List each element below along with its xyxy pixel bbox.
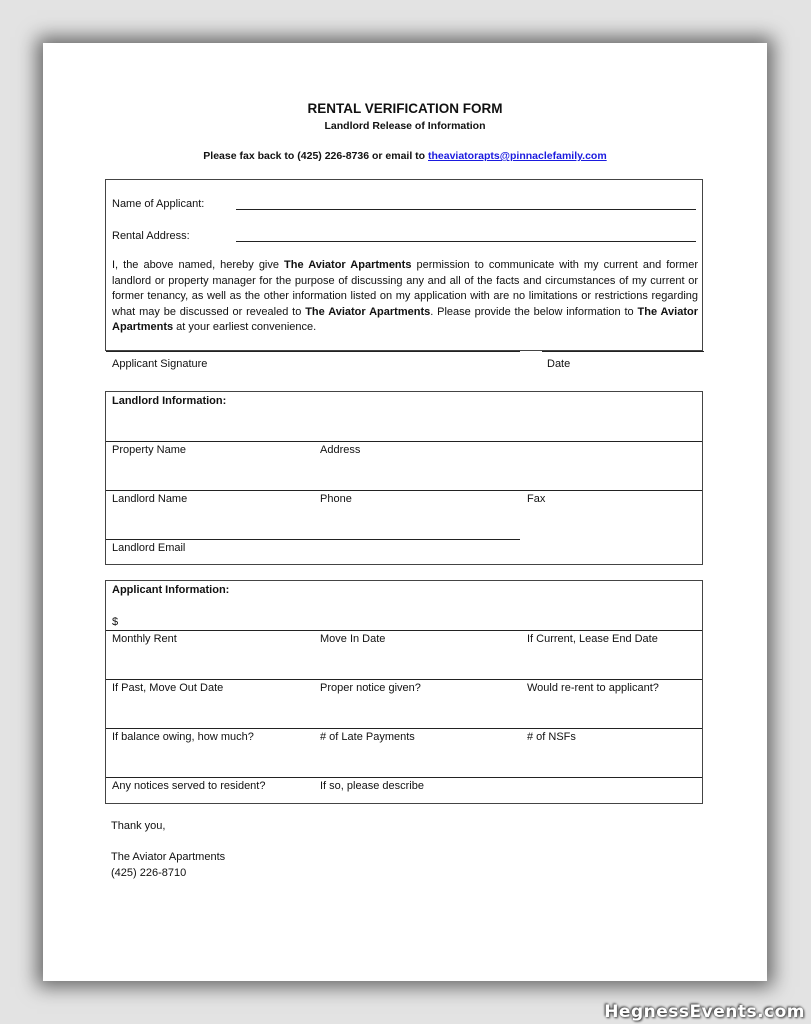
move-out-label: If Past, Move Out Date bbox=[112, 682, 224, 694]
property-name-label: Property Name bbox=[112, 444, 186, 456]
landlord-row-line-3 bbox=[106, 539, 520, 540]
move-in-label: Move In Date bbox=[320, 633, 386, 645]
rental-address-line[interactable] bbox=[236, 241, 696, 242]
paragraph-text: I, the above named, hereby give bbox=[112, 259, 285, 271]
fax-label: Fax bbox=[527, 493, 546, 505]
paragraph-text: at your earliest convenience. bbox=[173, 321, 317, 333]
form-subtitle: Landlord Release of Information bbox=[324, 120, 486, 132]
address-label: Address bbox=[320, 444, 361, 456]
balance-label: If balance owing, how much? bbox=[112, 731, 254, 743]
release-section bbox=[105, 179, 703, 370]
paragraph-text: . Please provide the below information to bbox=[430, 305, 638, 318]
email-link[interactable]: theaviatorapts@pinnaclefamily.com bbox=[428, 150, 607, 162]
company-name-inline: The Aviator Apartments bbox=[284, 259, 412, 271]
notice-label: Proper notice given? bbox=[320, 682, 421, 694]
applicant-section bbox=[105, 580, 703, 804]
company-name-inline: The Aviator Apartments bbox=[305, 305, 431, 318]
monthly-rent-label: Monthly Rent bbox=[112, 633, 177, 645]
fax-text: Please fax back to (425) 226-8736 or email to bbox=[203, 150, 428, 162]
lease-end-label: If Current, Lease End Date bbox=[527, 633, 658, 645]
date-line[interactable] bbox=[542, 351, 704, 352]
applicant-name-label: Name of Applicant: bbox=[112, 198, 205, 210]
applicant-row-line-4 bbox=[106, 777, 702, 778]
company-name-inline: The Aviator Apartments bbox=[112, 305, 699, 333]
form-page bbox=[43, 43, 767, 981]
late-payments-label: # of Late Payments bbox=[320, 731, 415, 743]
landlord-heading: Landlord Information: bbox=[112, 395, 227, 407]
phone-label: Phone bbox=[320, 493, 352, 505]
form-title: RENTAL VERIFICATION FORM bbox=[307, 101, 503, 116]
fax-instructions bbox=[43, 150, 767, 162]
date-label: Date bbox=[547, 358, 571, 370]
landlord-row-line-1 bbox=[106, 441, 702, 442]
applicant-row-line-2 bbox=[106, 679, 702, 680]
nsf-label: # of NSFs bbox=[527, 731, 576, 743]
rental-address-label: Rental Address: bbox=[112, 230, 190, 242]
company-phone: (425) 226-8710 bbox=[111, 867, 187, 879]
notices-served-label: Any notices served to resident? bbox=[112, 780, 266, 792]
landlord-row-line-2 bbox=[106, 490, 702, 491]
landlord-name-label: Landlord Name bbox=[112, 493, 188, 505]
paragraph-text: permission to communicate with my current and former landlord or property manager for the purpose of discussing any and all of the facts and circumstances of my current or former tenancy, as well as the other information listed on my application with are no limitations or restrictions regarding what may be discussed or revealed to bbox=[112, 259, 698, 318]
company-name: The Aviator Apartments bbox=[111, 851, 226, 863]
describe-label: If so, please describe bbox=[320, 780, 424, 792]
thanks-text: Thank you, bbox=[111, 820, 166, 832]
applicant-row-line-1 bbox=[106, 630, 702, 631]
watermark-text: HegnessEvents.com bbox=[604, 1002, 805, 1022]
applicant-name-line[interactable] bbox=[236, 209, 696, 210]
applicant-heading: Applicant Information: bbox=[112, 584, 230, 596]
rerent-label: Would re-rent to applicant? bbox=[527, 682, 659, 694]
release-paragraph bbox=[112, 258, 698, 336]
signature-line[interactable] bbox=[106, 351, 520, 352]
landlord-section bbox=[105, 391, 703, 565]
landlord-email-label: Landlord Email bbox=[112, 542, 186, 554]
applicant-row-line-3 bbox=[106, 728, 702, 729]
dollar-sign: $ bbox=[112, 616, 119, 628]
signature-label: Applicant Signature bbox=[112, 358, 208, 370]
